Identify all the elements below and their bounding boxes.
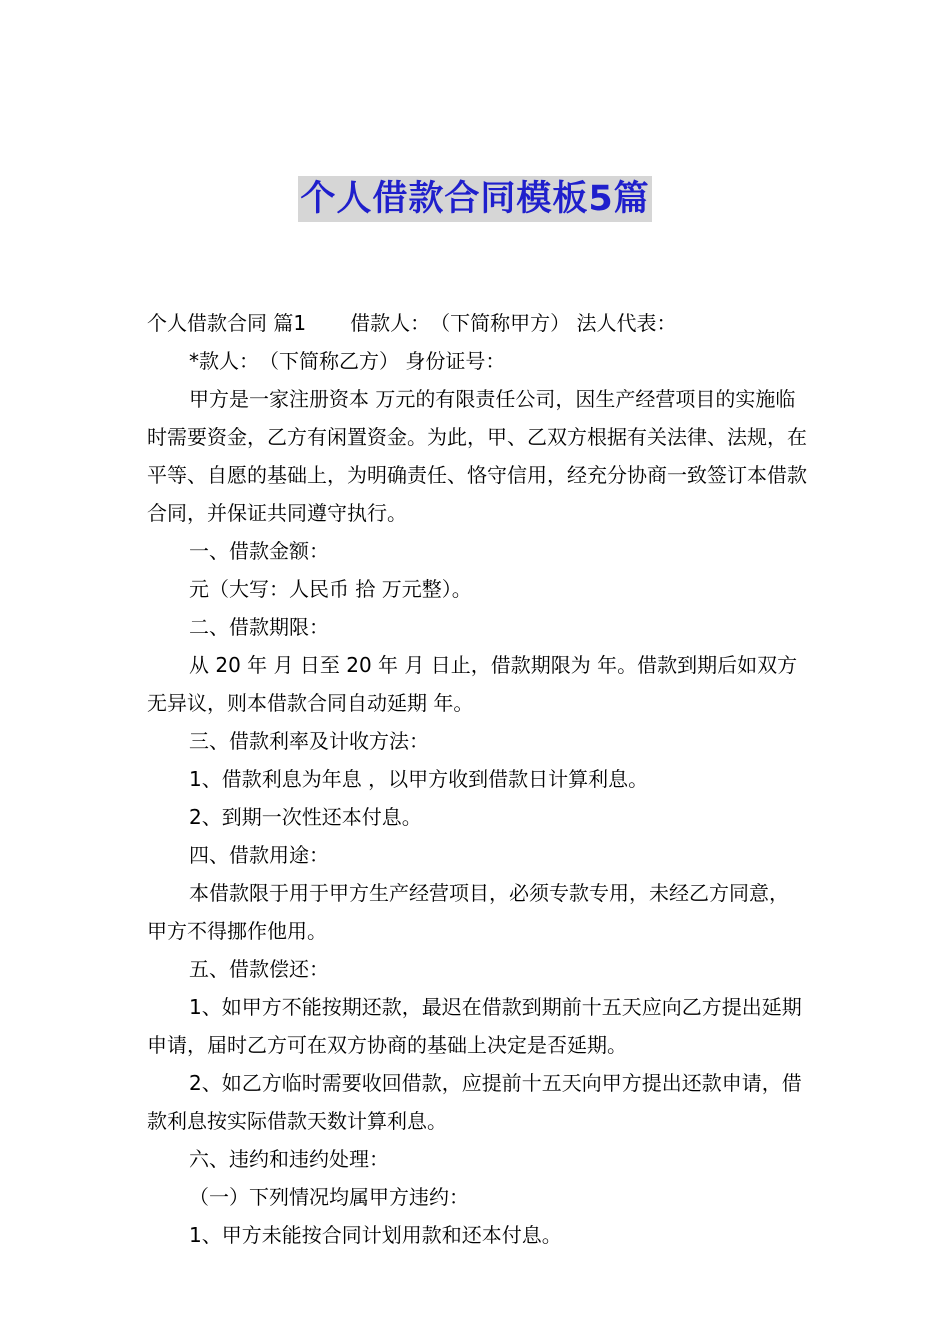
paragraph-repayment-2: 2、如乙方临时需要收回借款，应提前十五天向甲方提出还款申请，借款利息按实际借款天数计算利息。 [147, 1071, 802, 1133]
paragraph-repayment-1: 1、如甲方不能按期还款，最迟在借款到期前十五天应向乙方提出延期申请，届时乙方可在双方协商的基础上决定是否延期。 [147, 995, 802, 1057]
contract-label: 个人借款合同 篇1 [147, 311, 307, 335]
subsection-heading-breach-party-a: （一）下列情况均属甲方违约： [189, 1185, 469, 1209]
paragraph-purpose: 本借款限于用于甲方生产经营项目，必须专款专用，未经乙方同意，甲方不得挪作他用。 [147, 881, 789, 943]
document-body [147, 304, 807, 1254]
document-title: 个人借款合同模板5篇 [298, 176, 651, 222]
paragraph-interest-2: 2、到期一次性还本付息。 [189, 805, 422, 829]
paragraph-breach-1: 1、甲方未能按合同计划用款和还本付息。 [189, 1223, 562, 1247]
section-heading-interest: 三、借款利率及计收方法： [189, 729, 429, 753]
section-heading-breach: 六、违约和违约处理： [189, 1147, 389, 1171]
paragraph-lender: *款人： （下简称乙方） 身份证号： [189, 349, 506, 373]
paragraph-amount: 元（大写：人民币 拾 万元整）。 [189, 577, 472, 601]
paragraph-term: 从 20 年 月 日至 20 年 月 日止，借款期限为 年。借款到期后如双方无异议，则本借款合同自动延期 年。 [147, 653, 798, 715]
paragraph-preamble: 甲方是一家注册资本 万元的有限责任公司，因生产经营项目的实施临时需要资金，乙方有闲置资金。为此，甲、乙双方根据有关法律、法规，在平等、自愿的基础上，为明确责任、恪守信用，经充分协商一致签订本借款合同，并保证共同遵守执行。 [147, 387, 807, 525]
borrower-line: 借款人： （下简称甲方） 法人代表： [350, 311, 677, 335]
section-heading-repayment: 五、借款偿还： [189, 957, 329, 981]
paragraph-interest-1: 1、借款利息为年息 ，以甲方收到借款日计算利息。 [189, 767, 649, 791]
section-heading-term: 二、借款期限： [189, 615, 329, 639]
title-container [0, 176, 950, 222]
paragraph-header [147, 304, 807, 342]
section-heading-purpose: 四、借款用途： [189, 843, 329, 867]
section-heading-amount: 一、借款金额： [189, 539, 329, 563]
